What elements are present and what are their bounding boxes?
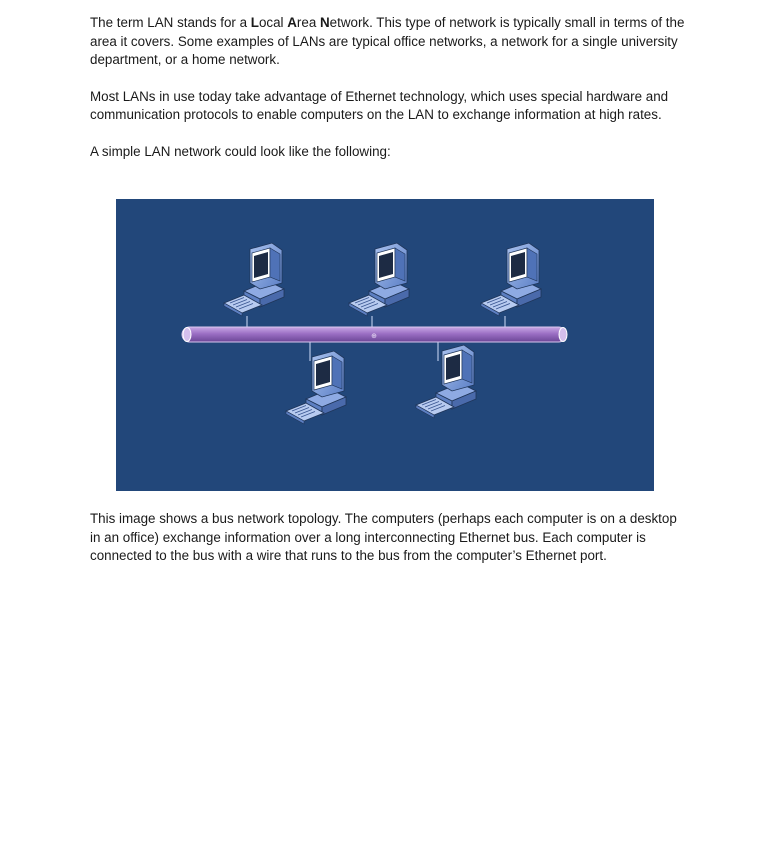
computer-icon-bottom-2 [416, 345, 476, 418]
paragraph-ethernet: Most LANs in use today take advantage of Ethernet technology, which uses special hardware and communication protocols to enable computers on the LAN to exchange information at high rates. [90, 88, 669, 122]
paragraph-lan-definition: The term LAN stands for a Local Area Network. This type of network is typically small in terms of the area it covers. Some examples of LANs are typical office networks, a network for a single university department, or a home network. [90, 15, 685, 67]
computer-icon-bottom-1 [286, 351, 346, 424]
bus-topology-diagram [116, 199, 654, 491]
figure-explanation [90, 510, 686, 584]
svg-text:⊕: ⊕ [371, 332, 377, 340]
computer-icon-top-2 [349, 243, 409, 316]
computer-icon-top-1 [224, 243, 284, 316]
ethernet-bus [182, 327, 567, 342]
document-body [90, 14, 686, 179]
bus-topology-figure [116, 199, 654, 491]
computer-icon-top-3 [481, 243, 541, 316]
paragraph-bus-topology: This image shows a bus network topology. The computers (perhaps each computer is on a desktop in an office) exchange information over a long interconnecting Ethernet bus. Each computer is connected to the bus with a wire that runs to the bus from the computer’s Ethernet port. [90, 511, 677, 563]
paragraph-intro-figure: A simple LAN network could look like the following: [90, 143, 391, 159]
